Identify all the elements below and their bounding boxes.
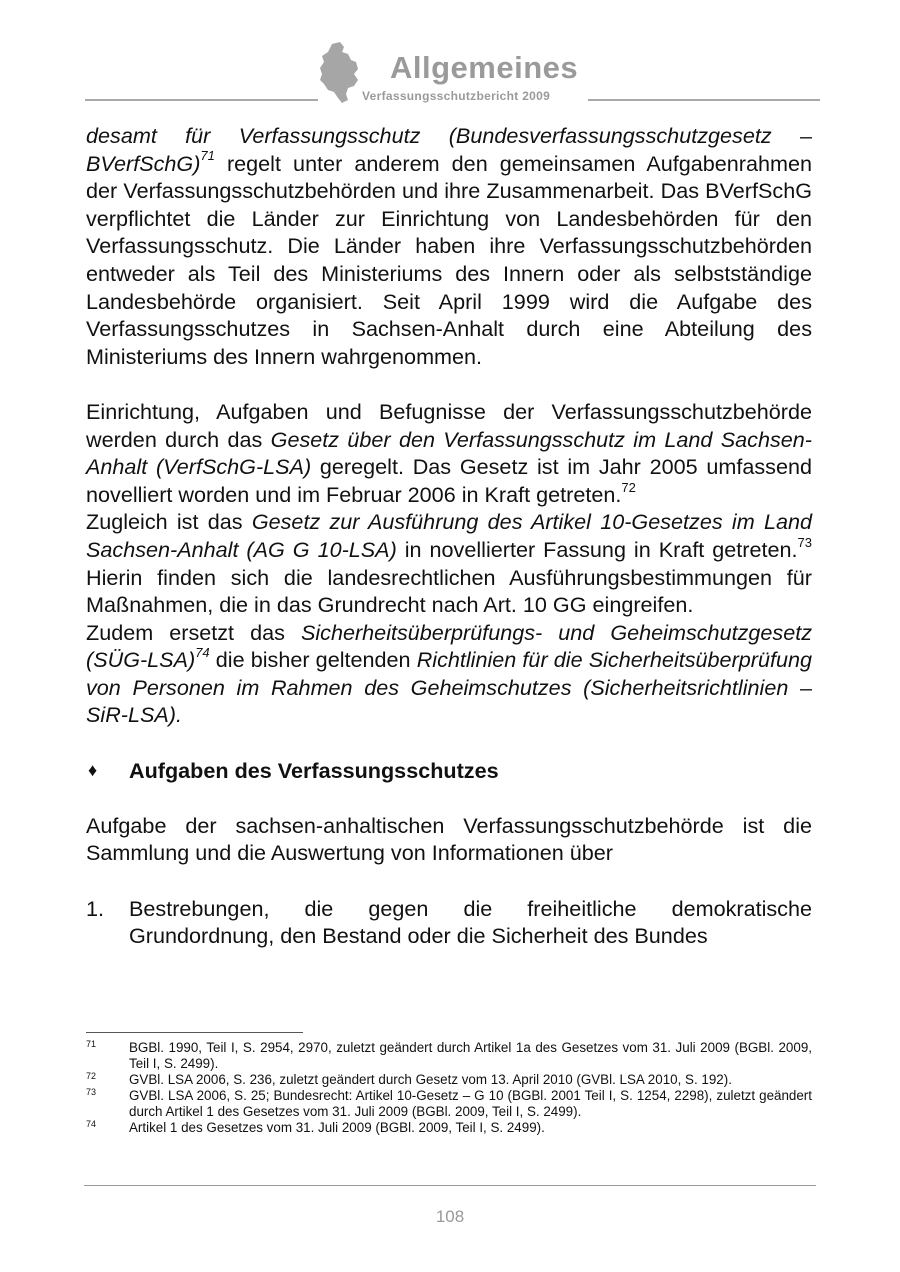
footnote-text: GVBl. LSA 2006, S. 25; Bundesrecht: Artikel 10-Gesetz – G 10 (BGBl. 2001 Teil I, S. 1254, 2298), zuletzt geändert durch Artikel 1 des Gesetzes vom 31. Juli 2009 (BGBl. 2009, Teil I, S. 2499). — [129, 1088, 812, 1119]
footnote-ref-74: 74 — [195, 645, 210, 661]
header-rule-left — [85, 99, 318, 101]
footnote-number: 72 — [86, 1071, 97, 1081]
section-heading-text: Aufgaben des Verfassungsschutzes — [129, 757, 499, 783]
p2-law-title: Gesetz über den Verfassungsschutz im Land Sachsen-Anhalt (VerfSchG-LSA) — [86, 426, 812, 480]
footnote-72 — [86, 1072, 812, 1088]
footnote-73 — [86, 1088, 812, 1120]
saxony-anhalt-map-icon — [318, 42, 360, 104]
diamond-bullet-icon: ♦ — [88, 759, 98, 780]
paragraph-1 — [86, 122, 812, 370]
paragraph-3 — [86, 508, 812, 618]
main-content — [86, 122, 812, 950]
header-rule-right — [588, 99, 820, 101]
header-title: Allgemeines — [390, 50, 579, 85]
p3-text-c: in novellierter Fassung in Kraft getreten. — [396, 536, 798, 562]
footnote-ref-71: 71 — [200, 148, 215, 164]
p4-guidelines-title: Richtlinien für die Sicherheitsüberprüfung von Personen im Rahmen des Geheimschutzes (Sicherheitsrichtlinien – SiR-LSA). — [86, 647, 812, 728]
p4-text-c: die bisher geltenden — [209, 647, 417, 673]
footnote-text: GVBl. LSA 2006, S. 236, zuletzt geändert durch Gesetz vom 13. April 2010 (GVBl. LSA 2010, S. 192). — [129, 1072, 732, 1087]
paragraph-4 — [86, 619, 812, 729]
footnote-rule — [86, 1032, 303, 1033]
paragraph-2 — [86, 398, 812, 508]
section-heading — [86, 757, 812, 785]
footnote-text: Artikel 1 des Gesetzes vom 31. Juli 2009 (BGBl. 2009, Teil I, S. 2499). — [129, 1120, 545, 1135]
p3-text-a: Zugleich ist das — [86, 509, 252, 535]
header-subtitle: Verfassungsschutzbericht 2009 — [362, 89, 551, 103]
page-number: 108 — [435, 1207, 465, 1226]
footnote-ref-73: 73 — [797, 534, 812, 550]
footnote-number: 71 — [86, 1039, 97, 1049]
footnote-number: 73 — [86, 1087, 97, 1097]
list-item — [86, 895, 812, 950]
page-header — [0, 0, 900, 110]
p3-law-title: Gesetz zur Ausführung des Artikel 10-Gesetzes im Land Sachsen-Anhalt (AG G 10-LSA) — [86, 509, 812, 562]
paragraph-5: Aufgabe der sachsen-anhaltischen Verfassungsschutzbehörde ist die Sammlung und die Auswertung von Informationen über — [86, 812, 812, 866]
p2-text-c: geregelt. Das Gesetz ist im Jahr 2005 umfassend novelliert worden und im Februar 2006 in Kraft getreten. — [86, 454, 813, 507]
p4-law-title: Sicherheitsüberprüfungs- und Geheimschutzgesetz (SÜG-LSA) — [86, 619, 812, 673]
list-item-number: 1. — [86, 895, 105, 921]
footnote-ref-72: 72 — [621, 479, 636, 495]
p1-italic: desamt für Verfassungsschutz (Bundesverfassungsschutzgesetz – BVerfSchG) — [86, 123, 812, 176]
footnote-text: BGBl. 1990, Teil I, S. 2954, 2970, zuletzt geändert durch Artikel 1a des Gesetzes vom 31. Juli 2009 (BGBl. 2009, Teil I, S. 2499). — [129, 1040, 812, 1071]
p1-text: regelt unter anderem den gemeinsamen Aufgabenrahmen der Verfassungsschutzbehörden und ihre Zusammenarbeit. Das BVerfSchG verpflichtet die Länder zur Einrichtung von Landesbehörden für den Verfassungsschutz. Die Länder haben ihre Verfassungsschutzbehörden entweder als Teil des Ministeriums des Innern oder als selbstständige Landesbehörde organisiert. Seit April 1999 wird die Aufgabe des Verfassungsschutzes in Sachsen-Anhalt durch eine Abteilung des Ministeriums des Innern wahrgenommen. — [86, 150, 812, 369]
p3-text-d: Hierin finden sich die landesrechtlichen Ausführungsbestimmungen für Maßnahmen, die in das Grundrecht nach Art. 10 GG eingreifen. — [86, 564, 812, 618]
list-item-text: Bestrebungen, die gegen die freiheitliche demokratische Grundordnung, den Bestand oder die Sicherheit des Bundes — [129, 895, 812, 949]
footnotes — [86, 1040, 812, 1136]
footnote-74 — [86, 1120, 812, 1136]
p2-text-a: Einrichtung, Aufgaben und Befugnisse der Verfassungsschutzbehörde werden durch das — [86, 398, 812, 452]
footnote-number: 74 — [86, 1119, 97, 1129]
p4-text-a: Zudem ersetzt das — [86, 619, 301, 645]
footer-rule — [84, 1185, 816, 1186]
footnote-71 — [86, 1040, 812, 1072]
